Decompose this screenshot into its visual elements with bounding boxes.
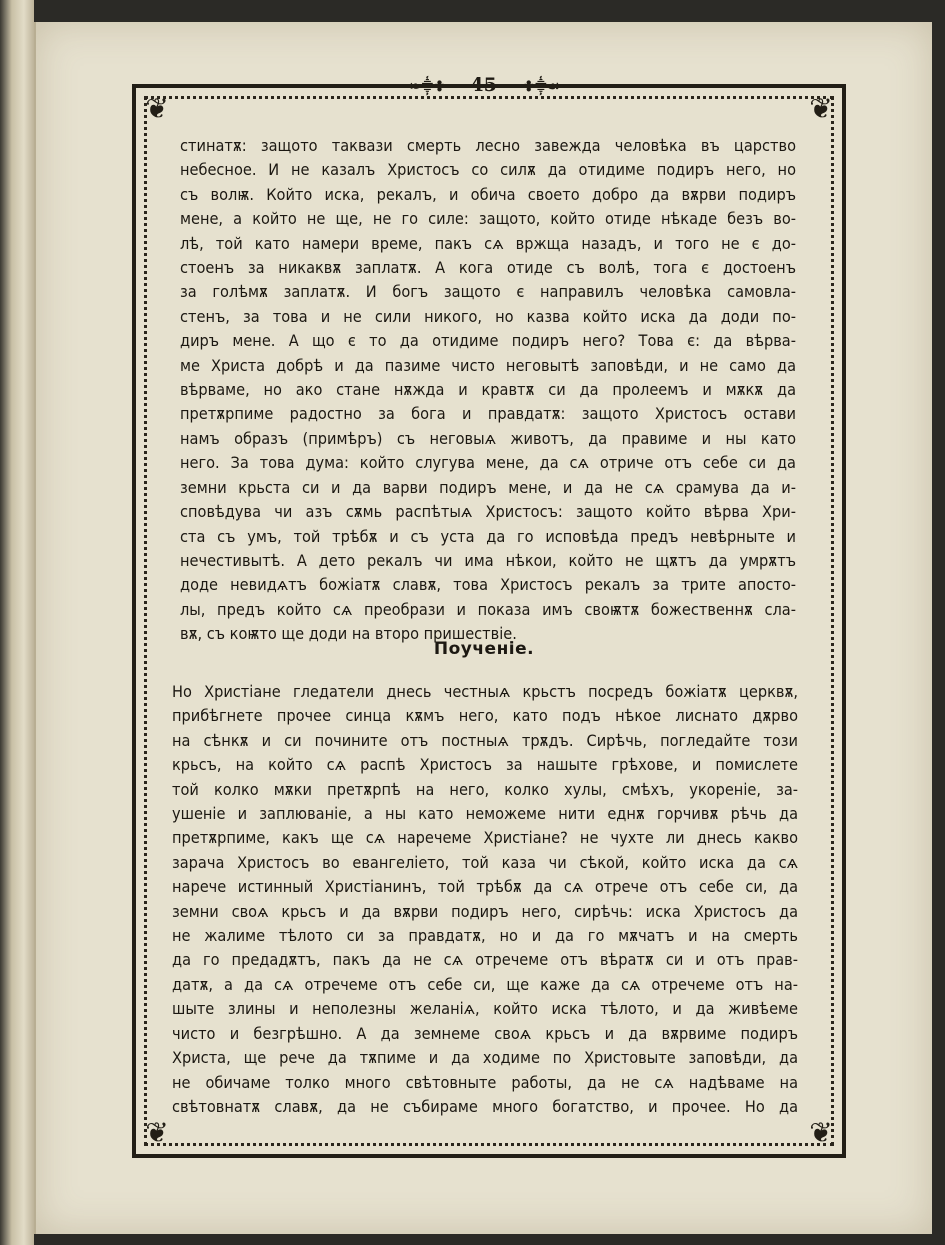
text-line: доде невидѧтъ божіатѫ славѫ, това Христосъ рекалъ за трите апосто- [180, 575, 796, 595]
text-line: претѫрпиме, какъ ще сѧ наречеме Христіане? не чухте ли днесь какво [172, 828, 798, 848]
text-line: претѫрпиме радостно за бога и правдатѫ: защото Христосъ остави [180, 404, 796, 424]
text-line: небесное. И не казалъ Христосъ со силѫ да отидиме подиръ него, но [180, 160, 796, 180]
text-line: нечестивытѣ. А дето рекалъ чи има нѣкои, който не щѫтъ да умрѫтъ [180, 550, 796, 570]
text-line: зарача Христосъ во евангеліето, той каза чи сѣкой, който иска да сѧ [172, 852, 798, 872]
text-line: шыте злины и неполезны желаніѧ, който иска тѣлото, и да живѣеме [172, 999, 798, 1019]
corner-ornament-icon: ❦ [145, 1116, 169, 1149]
page-number: ❧⸎✤ 45 ✤⸎☙ [409, 74, 559, 96]
text-line: него. За това дума: който слугува мене, да сѧ отриче отъ себе си да [180, 453, 796, 473]
text-line: вѣрваме, но ако стане нѫжда и кравтѫ си да пролеемъ и мѫкѫ да [180, 380, 796, 400]
text-line: той колко мѫки претѫрпѣ на него, колко хулы, смѣхъ, укореніе, за- [172, 779, 798, 799]
text-line: стинатѫ: защото таквази смерть лесно завежда человѣка въ царство [180, 136, 796, 155]
ornament-left-icon: ❧⸎✤ [409, 79, 445, 95]
text-line: нарече истинный Христіанинъ, той трѣбѫ да сѧ отрече отъ себе си, да [172, 877, 798, 897]
section-heading: Поученіе. [433, 639, 535, 659]
text-line: ме Христа добрѣ и да пазиме чисто неговытѣ заповѣди, и не само да [180, 355, 796, 375]
text-line: сповѣдува чи азъ сѫмь распѣтыѧ Христосъ: защото който вѣрва Хри- [180, 502, 796, 522]
text-line: за голѣмѫ заплатѫ. И богъ защото є направилъ человѣка самовла- [180, 282, 796, 302]
text-line: Но Христіане гледатели днесь честныѧ крьстъ посредъ божіатѫ церквѫ, [172, 682, 798, 701]
text-line: ста съ умъ, той трѣбѫ и съ уста да го исповѣда предъ невѣрныте и [180, 526, 796, 546]
book-spine [0, 0, 34, 1245]
text-line: диръ мене. А що є то да отидиме подиръ него? Това є: да вѣрва- [180, 331, 796, 351]
ornament-right-icon: ✤⸎☙ [522, 79, 559, 95]
corner-ornament-icon: ❦ [809, 1116, 833, 1149]
corner-ornament-icon: ❦ [809, 92, 833, 125]
text-line: не жалиме тѣлото си за правдатѫ, но и да го мѫчатъ и на смерть [172, 926, 798, 946]
text-line: мене, а който не ще, не го силе: защото, който отиде нѣкаде безъ во- [180, 209, 796, 229]
text-line: лѣ, той като намери време, пакъ сѧ вржща назадъ, и того не є до- [180, 233, 796, 253]
text-line: датѫ, а да сѧ отречеме отъ себе си, ще каже да сѧ отречеме отъ на- [172, 974, 798, 994]
text-line: намъ образъ (примѣръ) съ неговыѧ животъ, да правиме и ны като [180, 428, 796, 448]
text-line: съ волѭ. Който иска, рекалъ, и обича своето добро да вѫрви подиръ [180, 184, 796, 204]
text-line: земни крьста си и да варви подиръ мене, и да не сѧ срамува да и- [180, 477, 796, 497]
text-line: вѫ, съ коѭто ще доди на второ пришествіе. [180, 624, 517, 644]
text-line: на сѣнкѫ и си почините отъ постныѧ трѫдъ. Сирѣчь, погледайте този [172, 730, 798, 750]
text-line: свѣтовнатѫ славѫ, да не събираме много богатство, и прочее. Но да [172, 1096, 798, 1116]
paragraph-2 [172, 680, 798, 1119]
text-line: стенъ, за това и не сили никого, но казва който иска да доди по- [180, 306, 796, 326]
text-line: чисто и безгрѣшно. А да земнеме своѧ крьсъ и да вѫрвиме подиръ [172, 1023, 798, 1043]
book-page [34, 22, 932, 1234]
text-line: да го предадѫтъ, пакъ да не сѧ отречеме отъ вѣратѫ си и отъ прав- [172, 950, 798, 970]
text-line: Христа, ще рече да тѫпиме и да ходиме по Христовыте заповѣди, да [172, 1048, 798, 1068]
text-line: земни своѧ крьсъ и да вѫрви подиръ него, сирѣчь: иска Христосъ да [172, 901, 798, 921]
paragraph-1 [180, 134, 796, 647]
text-line: стоенъ за никаквѫ заплатѫ. А кога отиде съ волѣ, тога є достоенъ [180, 258, 796, 278]
text-line: не обичаме толко много свѣтовныте работы, да не сѧ надѣваме на [172, 1072, 798, 1092]
text-line: ушеніе и заплюваніе, а ны като неможеме нити еднѫ горчивѫ рѣчь да [172, 804, 798, 824]
text-line: крьсъ, на който сѧ распѣ Христосъ за нашыте грѣхове, и помислете [172, 755, 798, 775]
corner-ornament-icon: ❦ [145, 92, 169, 125]
text-line: прибѣгнете прочее синца кѫмъ него, като подъ нѣкое лиснато дѫрво [172, 706, 798, 726]
text-line: лы, предъ който сѧ преобрази и показа имъ своѭтѫ божественнѫ сла- [180, 599, 796, 619]
